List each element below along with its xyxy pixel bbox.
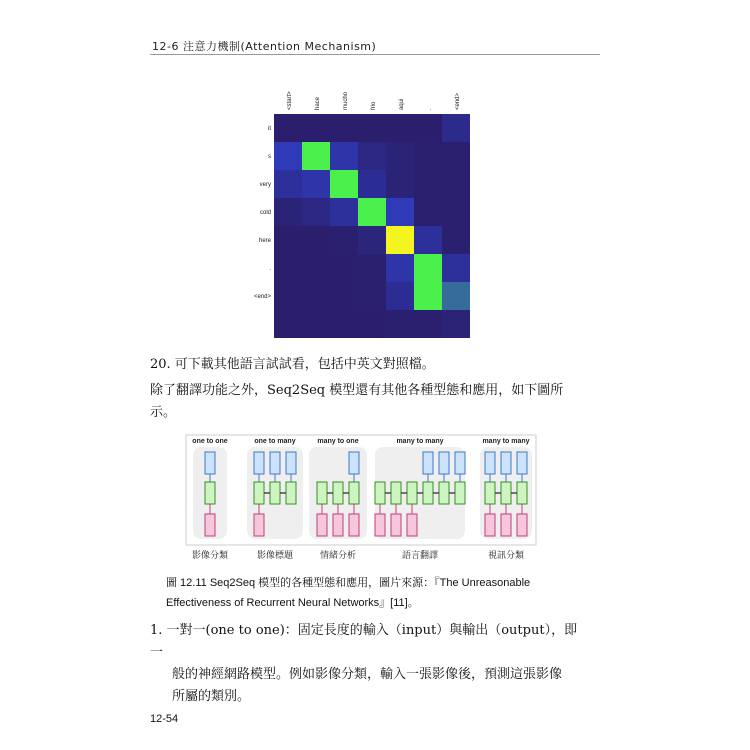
x-tick-label: . (427, 108, 433, 110)
heatmap-cell (442, 254, 470, 282)
heatmap-cell (442, 310, 470, 338)
hidden-state-box (407, 482, 417, 504)
hidden-state-box (254, 482, 264, 504)
caption-line-1: 圖 12.11 Seq2Seq 模型的各種型態和應用，圖片來源：『The Unreasonable (166, 577, 531, 589)
heatmap-cell (386, 170, 414, 198)
heatmap-cell (414, 282, 442, 310)
heatmap-cell (386, 198, 414, 226)
output-box (517, 452, 527, 474)
item-1-line-1: 1. 一對一(one to one)：固定長度的輸入（input）與輸出（output），即一 (150, 623, 578, 660)
attention-heatmap (242, 84, 482, 344)
heatmap-cell (302, 198, 330, 226)
panel-label: 語言翻譯 (401, 551, 439, 561)
page-number: 12-54 (150, 713, 179, 725)
heatmap-cell (274, 254, 302, 282)
heatmap-cell (386, 226, 414, 254)
y-tick-label: very (259, 182, 271, 188)
hidden-state-box (270, 482, 280, 504)
heatmap-cell (274, 170, 302, 198)
heatmap-cell (442, 170, 470, 198)
heatmap-cell (274, 226, 302, 254)
heatmap-cell (442, 114, 470, 142)
heatmap-cell (442, 198, 470, 226)
heatmap-cell (330, 198, 358, 226)
caption-line-2: Effectiveness of Recurrent Neural Networks』[11]。 (166, 597, 419, 609)
input-box (317, 514, 327, 536)
output-box (205, 452, 215, 474)
panel-label: 影像標題 (256, 551, 294, 561)
hidden-state-box (391, 482, 401, 504)
y-tick-label: cold (259, 210, 271, 216)
heatmap-cell (330, 170, 358, 198)
heatmap-cell (358, 226, 386, 254)
heatmap-cell (330, 226, 358, 254)
figure-caption (166, 573, 586, 613)
hidden-state-box (517, 482, 527, 504)
heatmap-cell (358, 254, 386, 282)
y-tick-label: . (269, 266, 271, 272)
y-tick-label: it (268, 126, 271, 132)
heatmap-cell (330, 310, 358, 338)
header-rule (150, 54, 600, 55)
input-box (485, 514, 495, 536)
y-tick-label: here (258, 238, 271, 244)
panel-title: many to many (396, 438, 444, 445)
seq2seq-types-figure (185, 434, 537, 564)
y-tick-label: s (268, 154, 271, 160)
heatmap-cell (302, 310, 330, 338)
input-box (517, 514, 527, 536)
heatmap-cell (414, 226, 442, 254)
item-1-text (150, 620, 582, 708)
heatmap-cell (414, 170, 442, 198)
input-box (349, 514, 359, 536)
heatmap-cell (302, 282, 330, 310)
hidden-state-box (375, 482, 385, 504)
heatmap-cell (414, 198, 442, 226)
heatmap-cell (274, 142, 302, 170)
heatmap-cell (358, 170, 386, 198)
hidden-state-box (501, 482, 511, 504)
panel-title: one to one (192, 438, 228, 445)
panel-title: many to one (317, 438, 359, 445)
heatmap-cell (302, 170, 330, 198)
panel-title: one to many (254, 438, 296, 445)
input-box (254, 514, 264, 536)
panel-title: many to many (482, 438, 530, 445)
heatmap-cell (386, 282, 414, 310)
output-box (349, 452, 359, 474)
heatmap-cell (414, 310, 442, 338)
output-box (286, 452, 296, 474)
hidden-state-box (423, 482, 433, 504)
output-box (254, 452, 264, 474)
output-box (270, 452, 280, 474)
hidden-state-box (286, 482, 296, 504)
heatmap-cell (330, 114, 358, 142)
input-box (333, 514, 343, 536)
heatmap-cell (358, 282, 386, 310)
input-box (375, 514, 385, 536)
x-tick-label: hace (315, 96, 321, 110)
heatmap-cell (358, 198, 386, 226)
heatmap-cell (414, 254, 442, 282)
x-tick-label: <end> (455, 92, 461, 110)
heatmap-cell (302, 142, 330, 170)
heatmap-cell (386, 310, 414, 338)
heatmap-cell (442, 282, 470, 310)
item-20-text: 20. 可下載其他語言試試看，包括中英文對照檔。 (150, 357, 435, 372)
heatmap-cell (302, 254, 330, 282)
running-head: 12-6 注意力機制(Attention Mechanism) (152, 40, 377, 53)
heatmap-cell (442, 142, 470, 170)
hidden-state-box (317, 482, 327, 504)
heatmap-cell (386, 142, 414, 170)
hidden-state-box (455, 482, 465, 504)
item-1-line-2: 般的神經網路模型。例如影像分類，輸入一張影像後，預測這張影像 (172, 667, 563, 682)
heatmap-cell (442, 226, 470, 254)
heatmap-cell (386, 254, 414, 282)
hidden-state-box (439, 482, 449, 504)
output-box (439, 452, 449, 474)
y-tick-label: <end> (253, 294, 271, 300)
panel-label: 情緒分析 (319, 551, 357, 561)
heatmap-cell (386, 114, 414, 142)
heatmap-cell (302, 226, 330, 254)
heatmap-cell (414, 114, 442, 142)
output-box (485, 452, 495, 474)
x-tick-label: aqui (399, 98, 405, 110)
heatmap-cell (274, 198, 302, 226)
input-box (205, 514, 215, 536)
hidden-state-box (485, 482, 495, 504)
input-box (407, 514, 417, 536)
input-box (391, 514, 401, 536)
heatmap-cell (414, 142, 442, 170)
output-box (423, 452, 433, 474)
intro-paragraph: 除了翻譯功能之外，Seq2Seq 模型還有其他各種型態和應用，如下圖所示。 (150, 383, 564, 420)
heatmap-cell (358, 310, 386, 338)
panel-label: 影像分類 (191, 551, 229, 561)
hidden-state-box (349, 482, 359, 504)
input-box (501, 514, 511, 536)
heatmap-cell (330, 282, 358, 310)
heatmap-cell (274, 282, 302, 310)
heatmap-cell (302, 114, 330, 142)
hidden-state-box (333, 482, 343, 504)
x-tick-label: <start> (287, 91, 293, 110)
hidden-state-box (205, 482, 215, 504)
heatmap-cell (330, 254, 358, 282)
x-tick-label: mucho (343, 91, 349, 110)
heatmap-cell (274, 310, 302, 338)
heatmap-cell (358, 114, 386, 142)
output-box (501, 452, 511, 474)
output-box (455, 452, 465, 474)
heatmap-cell (274, 114, 302, 142)
heatmap-cell (358, 142, 386, 170)
x-tick-label: frio (371, 101, 377, 110)
item-1-line-3: 所屬的類別。 (172, 689, 251, 704)
panel-label: 視訊分類 (487, 551, 525, 561)
heatmap-cell (330, 142, 358, 170)
